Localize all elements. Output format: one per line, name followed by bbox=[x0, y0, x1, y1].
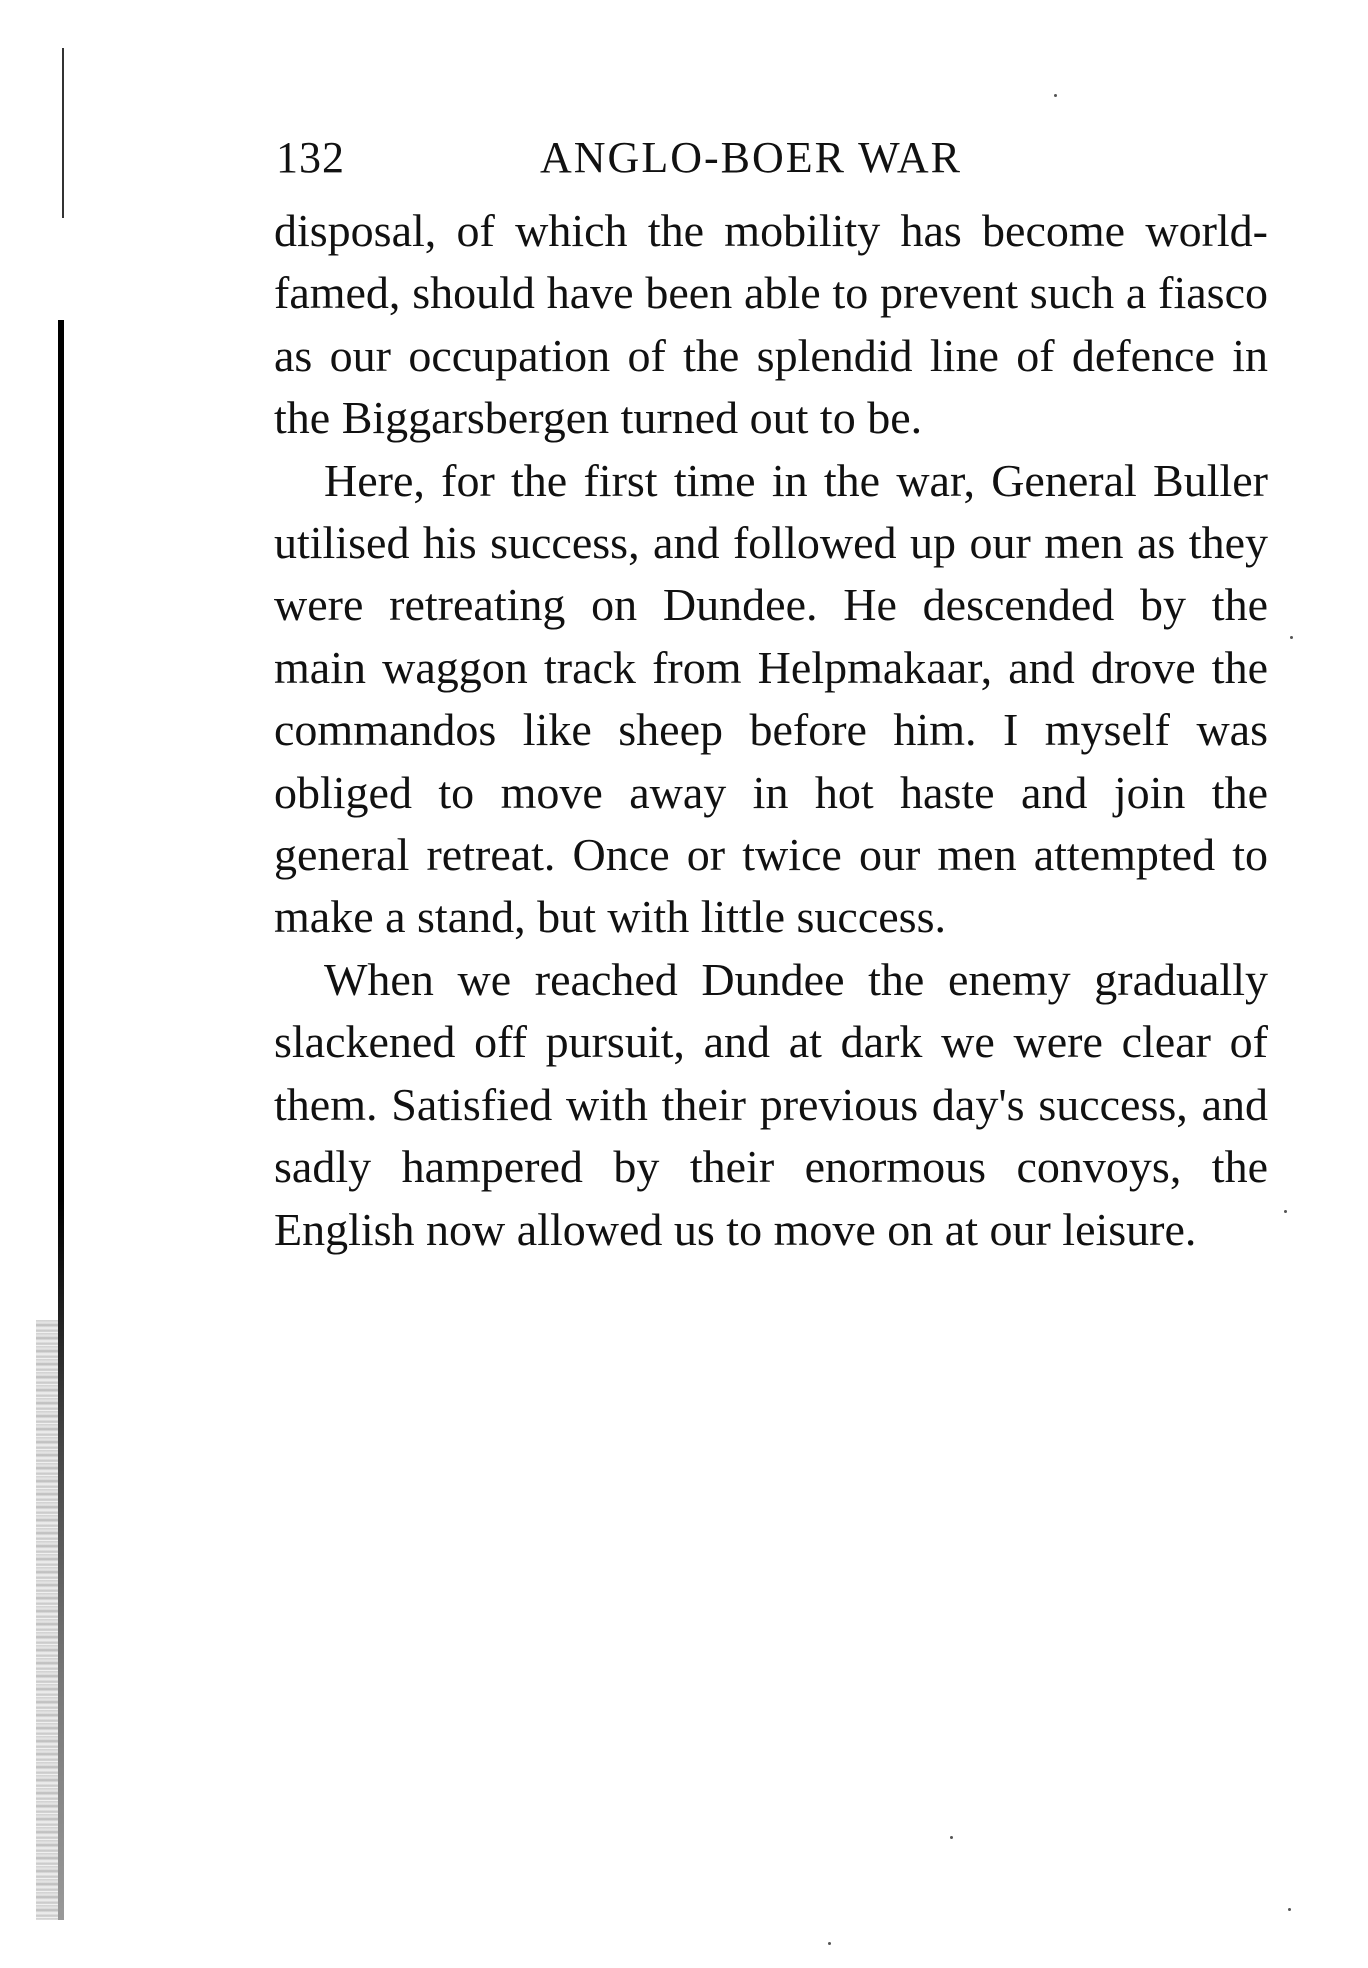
scan-speck bbox=[828, 1942, 831, 1945]
paragraph-dundee: When we reached Dundee the enemy gradually slackened off pursuit, and at dark we were clear of them. Satisfied with their previous day's success, and sadly hampered by their enormous convoys, the English now allowed us to move on at our leisure. bbox=[274, 953, 1268, 1255]
page-number: 132 bbox=[276, 133, 345, 182]
page-header bbox=[276, 128, 1270, 188]
scan-speck bbox=[1288, 1908, 1291, 1911]
scan-speck bbox=[1290, 636, 1293, 639]
binding-edge-shadow bbox=[58, 320, 64, 1920]
body-text bbox=[274, 200, 1268, 1261]
paragraph-continuation: disposal, of which the mobility has become world-famed, should have been able to prevent such a fiasco as our occupation of the splendid line of defence in the Biggarsbergen turned out to be. bbox=[274, 205, 1268, 444]
scan-speck bbox=[1054, 94, 1057, 97]
binding-edge-texture bbox=[36, 1320, 58, 1920]
scan-speck bbox=[1284, 1210, 1287, 1213]
scan-speck bbox=[950, 1836, 953, 1839]
paragraph-buller-pursuit: Here, for the first time in the war, General Buller utilised his success, and followed up our men as they were retreating on Dundee. He descended by the main waggon track from Helpmakaar, and drove the commandos like sheep before him. I myself was obliged to move away in hot haste and join the general retreat. Once or twice our men attempted to make a stand, but with little success. bbox=[274, 454, 1268, 943]
binding-edge-line bbox=[62, 48, 64, 218]
running-title: ANGLO-BOER WAR bbox=[540, 133, 962, 182]
